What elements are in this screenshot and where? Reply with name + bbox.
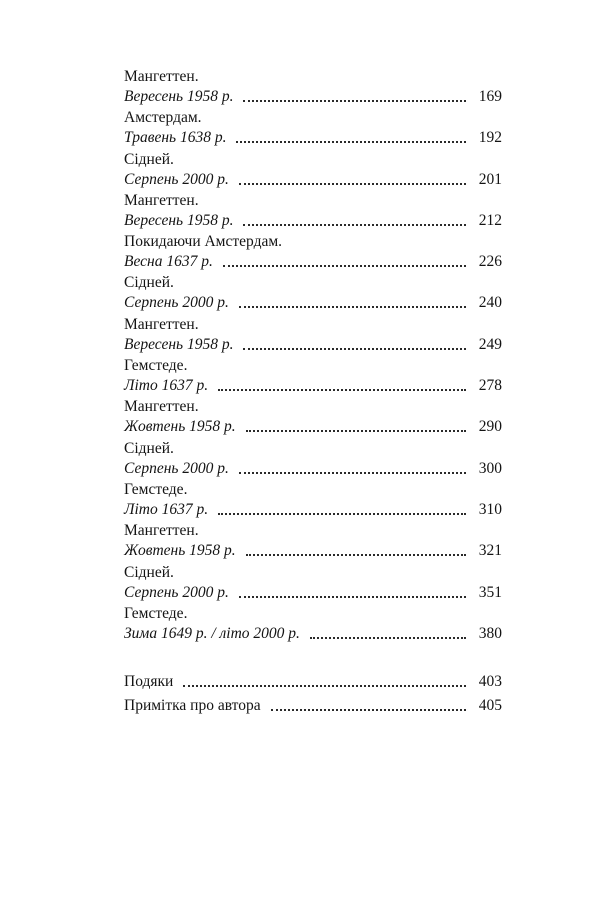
dot-leader bbox=[239, 472, 466, 474]
dot-leader bbox=[218, 513, 466, 515]
toc-entry bbox=[124, 521, 502, 562]
toc-entry-line bbox=[124, 583, 502, 603]
toc-entry-line bbox=[124, 128, 502, 148]
toc-entry-date: Весна 1637 р. bbox=[124, 253, 213, 271]
toc-entry-line bbox=[124, 211, 502, 231]
toc-entry-line bbox=[124, 293, 502, 313]
toc-entry-line bbox=[124, 541, 502, 561]
dot-leader bbox=[223, 265, 466, 267]
toc-entry-line bbox=[124, 500, 502, 520]
toc-entry-place: Гемстеде. bbox=[124, 604, 188, 622]
dot-leader bbox=[271, 709, 466, 711]
toc-entry-page: 290 bbox=[478, 418, 502, 436]
toc-entry bbox=[124, 397, 502, 438]
toc-entry-place: Мангеттен. bbox=[124, 315, 199, 333]
dot-leader bbox=[243, 224, 466, 226]
toc-entry bbox=[124, 232, 502, 273]
back-matter bbox=[124, 668, 502, 716]
dot-leader bbox=[236, 141, 466, 143]
toc-entry-page: 169 bbox=[478, 88, 502, 105]
toc-entry-page: 212 bbox=[478, 211, 502, 229]
toc-entry bbox=[124, 67, 502, 108]
toc-entry bbox=[124, 480, 502, 521]
toc-entry-date: Вересень 1958 р. bbox=[124, 211, 234, 229]
toc-entry-date: Жовтень 1958 р. bbox=[124, 542, 236, 560]
toc-entry-place: Покидаючи Амстердам. bbox=[124, 233, 283, 251]
toc-entry-page: 226 bbox=[478, 253, 502, 271]
toc-entry bbox=[124, 108, 502, 149]
toc-entry-about-author bbox=[124, 692, 502, 716]
toc-entry-line bbox=[124, 335, 502, 355]
toc-entry-line bbox=[124, 87, 502, 107]
dot-leader bbox=[310, 637, 466, 639]
toc-entry-date: Серпень 2000 р. bbox=[124, 459, 229, 477]
toc-entry-date: Літо 1637 р. bbox=[124, 500, 209, 518]
dot-leader bbox=[218, 389, 466, 391]
toc-entry-place: Мангеттен. bbox=[124, 191, 199, 209]
dot-leader bbox=[239, 306, 466, 308]
toc-entry-date: Вересень 1958 р. bbox=[124, 335, 234, 353]
toc-entry-page: 240 bbox=[478, 294, 502, 312]
toc-entry-date: Вересень 1958 р. bbox=[124, 88, 234, 105]
toc-entry bbox=[124, 563, 502, 604]
toc-entry-line bbox=[124, 459, 502, 479]
toc-entry-place: Гемстеде. bbox=[124, 480, 188, 498]
toc-entry-place: Сідней. bbox=[124, 150, 174, 168]
toc-entry-place: Мангеттен. bbox=[124, 522, 199, 540]
toc-entry bbox=[124, 604, 502, 645]
toc-entry bbox=[124, 191, 502, 232]
toc-entry bbox=[124, 273, 502, 314]
toc-entry-acknowledgements bbox=[124, 668, 502, 692]
toc-entry-page: 380 bbox=[478, 624, 502, 642]
toc-entry-date: Серпень 2000 р. bbox=[124, 583, 229, 601]
toc-entry-date: Жовтень 1958 р. bbox=[124, 418, 236, 436]
toc-entry-page: 300 bbox=[478, 459, 502, 477]
table-of-contents bbox=[124, 67, 502, 645]
toc-entry-page: 321 bbox=[478, 542, 502, 560]
toc-entry-line bbox=[124, 252, 502, 272]
toc-entry bbox=[124, 439, 502, 480]
toc-entry bbox=[124, 356, 502, 397]
toc-entry-page: 310 bbox=[478, 500, 502, 518]
toc-entry-page: 405 bbox=[478, 697, 502, 714]
dot-leader bbox=[183, 685, 466, 687]
toc-entry-line bbox=[124, 417, 502, 437]
toc-entry-page: 249 bbox=[478, 335, 502, 353]
toc-entry-place: Мангеттен. bbox=[124, 68, 199, 85]
toc-entry-page: 403 bbox=[478, 673, 502, 690]
toc-entry-page: 201 bbox=[478, 170, 502, 188]
toc-entry-place: Амстердам. bbox=[124, 109, 202, 127]
toc-entry bbox=[124, 315, 502, 356]
toc-entry-page: 278 bbox=[478, 377, 502, 395]
toc-entry-page: 351 bbox=[478, 583, 502, 601]
toc-entry-date: Серпень 2000 р. bbox=[124, 294, 229, 312]
toc-entry-date: Травень 1638 р. bbox=[124, 129, 227, 147]
toc-entry-label: Примітка про автора bbox=[124, 697, 261, 714]
toc-entry-label: Подяки bbox=[124, 673, 174, 690]
toc-entry-date: Літо 1637 р. bbox=[124, 377, 209, 395]
toc-entry-line bbox=[124, 170, 502, 190]
toc-entry-place: Гемстеде. bbox=[124, 357, 188, 375]
toc-entry-page: 192 bbox=[478, 129, 502, 147]
dot-leader bbox=[246, 430, 466, 432]
toc-entry-place: Сідней. bbox=[124, 563, 174, 581]
toc-entry-line bbox=[124, 624, 502, 644]
dot-leader bbox=[243, 100, 466, 102]
toc-entry-place: Сідней. bbox=[124, 439, 174, 457]
toc-entry-place: Сідней. bbox=[124, 274, 174, 292]
dot-leader bbox=[246, 554, 466, 556]
toc-entry-place: Мангеттен. bbox=[124, 398, 199, 416]
dot-leader bbox=[243, 348, 466, 350]
toc-entry bbox=[124, 150, 502, 191]
toc-entry-date: Серпень 2000 р. bbox=[124, 170, 229, 188]
dot-leader bbox=[239, 596, 466, 598]
toc-entry-line bbox=[124, 376, 502, 396]
dot-leader bbox=[239, 183, 466, 185]
toc-entry-date: Зима 1649 р. / літо 2000 р. bbox=[124, 624, 300, 642]
